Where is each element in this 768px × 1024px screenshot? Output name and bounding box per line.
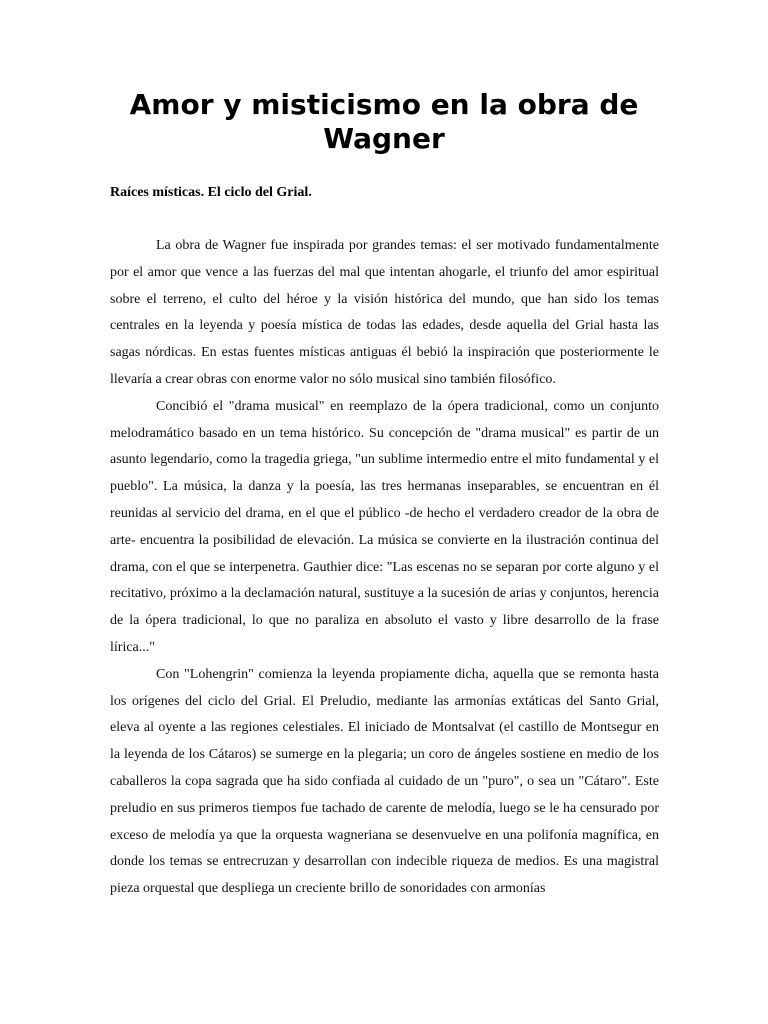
section-heading: Raíces místicas. El ciclo del Grial. <box>110 185 312 200</box>
body-text <box>110 233 659 903</box>
paragraph: Con "Lohengrin" comienza la leyenda propiamente dicha, aquella que se remonta hasta los orígenes del ciclo del Grial. El Preludio, mediante las armonías extáticas del Santo Grial, eleva al oyente a las regiones celestiales. El iniciado de Montsalvat (el castillo de Montsegur en la leyenda de los Cátaros) se sumerge en la plegaria; un coro de ángeles sostiene en medio de los caballeros la copa sagrada que ha sido confiada al cuidado de un "puro", o sea un "Cátaro". Este preludio en sus primeros tiempos fue tachado de carente de melodía, luego se le ha censurado por exceso de melodía ya que la orquesta wagneriana se desenvuelve en una polifonía magnífica, en donde los temas se entrecruzan y desarrollan con indecible riqueza de medios. Es una magistral pieza orquestal que despliega un creciente brillo de sonoridades con armonías <box>110 666 659 897</box>
paragraph: La obra de Wagner fue inspirada por grandes temas: el ser motivado fundamentalmente por el amor que vence a las fuerzas del mal que intentan ahogarle, el triunfo del amor espiritual sobre el terreno, el culto del héroe y la visión histórica del mundo, que han sido los temas centrales en la leyenda y poesía mística de todas las edades, desde aquella del Grial hasta las sagas nórdicas. En estas fuentes místicas antiguas él bebió la inspiración que posteriormente le llevaría a crear obras con enorme valor no sólo musical sino también filosófico. <box>110 238 659 387</box>
paragraph: Concibió el "drama musical" en reemplazo de la ópera tradicional, como un conjunto melodramático basado en un tema histórico. Su concepción de "drama musical" es partir de un asunto legendario, como la tragedia griega, "un sublime intermedio entre el mito fundamental y el pueblo". La música, la danza y la poesía, las tres hermanas inseparables, se encuentran en él reunidas al servicio del drama, en el que el público -de hecho el verdadero creador de la obra de arte- encuentra la posibilidad de elevación. La música se convierte en la ilustración continua del drama, con el que se interpenetra. Gauthier dice: "Las escenas no se separan por corte alguno y el recitativo, próximo a la declamación natural, sustituye a la sucesión de arias y conjuntos, herencia de la ópera tradicional, lo que no paraliza en absoluto el vasto y libre desarrollo de la frase lírica..." <box>110 398 659 655</box>
document-title: Amor y misticismo en la obra de Wagner <box>129 88 639 155</box>
